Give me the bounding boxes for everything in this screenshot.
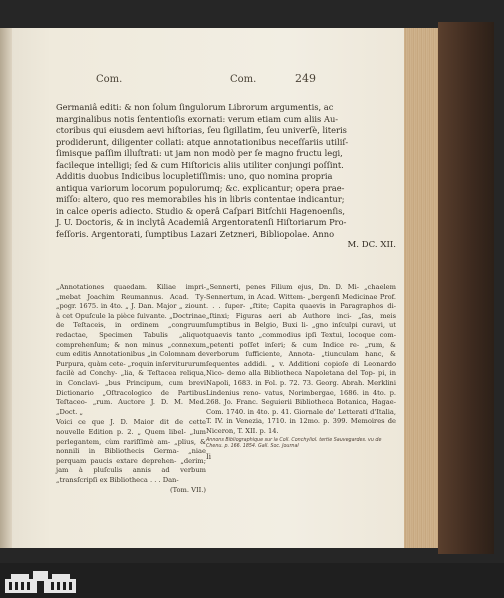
- left-column: [56, 283, 206, 496]
- main-text-line: prodiderunt, diligenter collati: atque annotationibus neceſſariis utiliſ-: [56, 136, 349, 147]
- right-column-text: „Sennerti, penes Filium ejus, Dn. D. Mi- „chaelem Sennertum, in Acad. Wittem- „bergenſi Medicinae Prof. . . . ſuper- „ſtite; Capita quaevis in Paragraphos di- „ſtinxi; Figuras aeri ab Authore inci- „ſas, meis ſumptibus in Belgio, Buxi li- „gno inſculpi curavi, ut quaevis tanto „commodius ipſi Textui, locoque com- „petenti poſſet inſeri; & cum Indice re- „rum, & verborum ſufficiente, Annota- „tiunculam hanc, & ſequentes addidi. „ v. Additioni copioſe di Leonardo Nico- demo alla Bibliotheca Napoletana del Top- pi, in Napoli, 1683. in Fol. p. 72. 73. Georg. Abrah. Merklini Lindenius reno- vatus, Norimbergae, 1686. in 4to. p. 268. Jo. Franc. Seguierii Bibliotheca Botanica, Hagae-Com. 1740. in 4to. p. 41. Giornale de' Letterati d'Italia, T. IV. in Venezia, 1710. in 12mo. p. 399. Memoires de Niceron, T. XII. p. 14.: [206, 283, 396, 435]
- right-column: [206, 283, 396, 450]
- handwritten-note: Annons Bibliographique sur la Coll. Conchyliol. tertie Sauvegardes. vu de Chenu. p. 166. 1854. Gall. Soc. Journal: [206, 437, 382, 449]
- main-text-line: antiqua variorum locorum populorumq; &c. explicantur; opera prae-: [56, 182, 345, 193]
- left-page-sliver: [0, 28, 12, 548]
- catchword: (Tom. VII.): [169, 486, 206, 495]
- page-edge-stack: [404, 28, 438, 548]
- running-head-middle: Com.: [230, 74, 257, 85]
- main-text-block: [56, 102, 396, 252]
- main-text-line: J. U. Doctoris, & in inclytâ Academiâ Argentoratenſi Hiſtoriarum Pro-: [56, 217, 347, 227]
- main-text-line: Germaniâ editi: & non ſolum ſingulorum Librorum argumentis, ac: [56, 102, 334, 112]
- main-text-line: miſſo: altero, quo res memorabiles his in libris contentae indicantur;: [56, 194, 345, 204]
- main-text-line: feſſoris. Argentorati, ſumptibus Lazari Zetzneri, Bibliopolae. Anno: [56, 228, 335, 239]
- main-text-line: ctoribus qui eiusdem aevi hiſtorias, ſeu ſigillatim, ſeu univerſè, literis: [56, 125, 347, 135]
- main-text-line: in calce operis adiecto. Studio & operâ Caſpari Bitſchii Hagenoenſis,: [56, 205, 346, 216]
- left-column-paragraph-1: „Annotationes quaedam. Kiliae impri- „mebat Joachim Reumannus. Acad. Ty- „pogr. 1675. in 4to. „ J. Dan. Major „ ziount à cet Opuſcule la pièce ſuivante. „Doctrinae de Teſtaceis, in ordinem „congruum redactae, Specimen Tabulis „aliquot comprehenſum; & non minus „connexum cum editis Annotationibus „in Colomnam de Purpura, quàm cete- „roquin inſervitururum facilè ad Conchy- „lia, & Teſtacea reliqua, in Conclavi- „bus Principum, cum brevi Dictionario „Oſtracologico de Partibus Teſtaceo- „rum. Auctore J. D. M. Med. „Doct. „: [56, 283, 206, 416]
- main-text-line: facileque intelligi; ſed & cum Hiſtoricis aliis utiliter conjungi poſſint.: [56, 159, 344, 170]
- main-text-line: marginalibus notis ſententioſis exornati: verum etiam cum aliis Au-: [56, 113, 339, 124]
- library-building-logo: [4, 569, 77, 593]
- left-column-paragraph-2: Voici ce que J. D. Maior dit de cette nouvelle Edition p. 2. „ Quem libel- „lum perlegantem, cùm rariſſimè am- „plius, & nonnili in Bibliothecis Germa- „niae perquam paucis extare deprehen- „derim; jam à pluſculis annis ad verbum „transſcripſi ex Bibliotheca . . . Dan-: [56, 418, 206, 484]
- signature-mark: Ii: [206, 453, 212, 461]
- running-head-left: Com.: [96, 74, 123, 85]
- page-number: 249: [295, 72, 316, 85]
- book-cover: [438, 22, 494, 554]
- book-page: [12, 28, 404, 548]
- imprint-year: M. DC. XII.: [347, 240, 396, 250]
- main-text-line: Additis duobus Indicibus locupletiſſimis: uno, quo nomina propria: [56, 171, 333, 181]
- main-text-line: ſimisque paſſim illuſtrati: ut jam non modò per ſe magno fructu legi,: [56, 148, 343, 158]
